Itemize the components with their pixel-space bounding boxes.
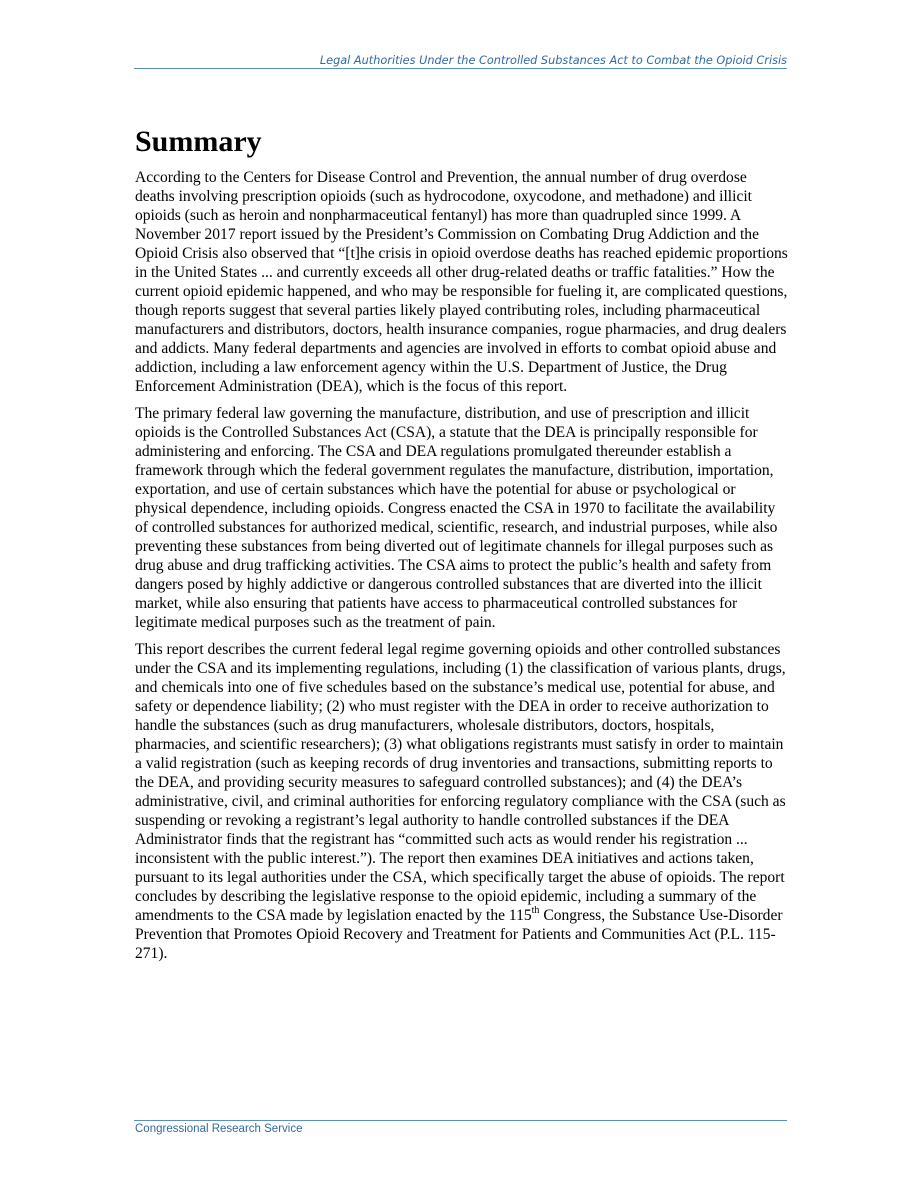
footer-divider [134,1120,787,1121]
footer-publisher: Congressional Research Service [135,1123,303,1135]
paragraph-2: The primary federal law governing the manufacture, distribution, and use of prescription and illicit opioids is the Controlled Substances Act (CSA), a statute that the DEA is principally responsible for administering and enforcing. The CSA and DEA regulations promulgated thereunder establish a framework through which the federal government regulates the manufacture, distribution, importation, exportation, and use of certain substances which have the potential for abuse or psychological or physical dependence, including opioids. Congress enacted the CSA in 1970 to facilitate the availability of controlled substances for authorized medical, scientific, research, and industrial purposes, while also preventing these substances from being diverted out of legitimate channels for illegal purposes such as drug abuse and drug trafficking activities. The CSA aims to protect the public’s health and safety from dangers posed by highly addictive or dangerous controlled substances that are diverted into the illicit market, while also ensuring that patients have access to pharmaceutical controlled substances for legitimate medical purposes such as the treatment of pain. [135,405,778,631]
page-title: Summary [135,125,262,158]
summary-body [135,168,788,971]
ordinal-superscript: th [531,904,540,916]
paragraph-3 [135,640,788,963]
paragraph-3-text-b: Congress, the Substance Use-Disorder Prevention that Promotes Opioid Recovery and Treatment for Patients and Communities Act (P.L. 115-271). [135,907,783,962]
running-header: Legal Authorities Under the Controlled Substances Act to Combat the Opioid Crisis [319,54,787,67]
header-divider [134,68,787,69]
paragraph-3-text-a: This report describes the current federal legal regime governing opioids and other controlled substances under the CSA and its implementing regulations, including (1) the classification of various plants, drugs, and chemicals into one of five schedules based on the substance’s medical use, potential for abuse, and safety or dependence liability; (2) who must register with the DEA in order to receive authorization to handle the substances (such as drug manufacturers, wholesale distributors, doctors, hospitals, pharmacies, and scientific researchers); (3) what obligations registrants must satisfy in order to maintain a valid registration (such as keeping records of drug inventories and transactions, submitting reports to the DEA, and providing security measures to safeguard controlled substances); and (4) the DEA’s administrative, civil, and criminal authorities for enforcing regulatory compliance with the CSA (such as suspending or revoking a registrant’s legal authority to handle controlled substances if the DEA Administrator finds that the registrant has “committed such acts as would render his registration ... inconsistent with the public interest.”). The report then examines DEA initiatives and actions taken, pursuant to its legal authorities under the CSA, which specifically target the abuse of opioids. The report concludes by describing the legislative response to the opioid epidemic, including a summary of the amendments to the CSA made by legislation enacted by the 115 [135,641,786,924]
paragraph-1: According to the Centers for Disease Control and Prevention, the annual number of drug overdose deaths involving prescription opioids (such as hydrocodone, oxycodone, and methadone) and illicit opioids (such as heroin and nonpharmaceutical fentanyl) has more than quadrupled since 1999. A November 2017 report issued by the President’s Commission on Combating Drug Addiction and the Opioid Crisis also observed that “[t]he crisis in opioid overdose deaths has reached epidemic proportions in the United States ... and currently exceeds all other drug-related deaths or traffic fatalities.” How the current opioid epidemic happened, and who may be responsible for fueling it, are complicated questions, though reports suggest that several parties likely played contributing roles, including pharmaceutical manufacturers and distributors, doctors, health insurance companies, rogue pharmacies, and drug dealers and addicts. Many federal departments and agencies are involved in efforts to combat opioid abuse and addiction, including a law enforcement agency within the U.S. Department of Justice, the Drug Enforcement Administration (DEA), which is the focus of this report. [135,169,788,395]
